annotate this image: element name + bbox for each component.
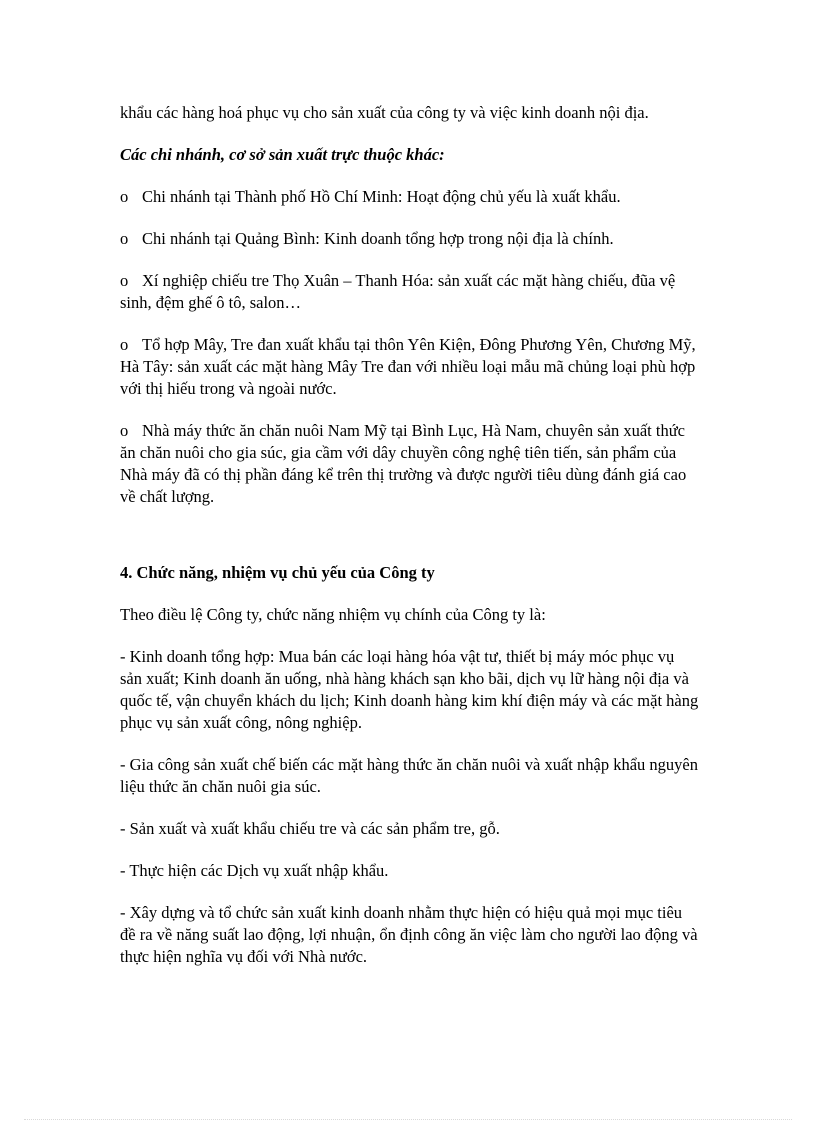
bullet-marker: o <box>120 187 129 206</box>
page-bottom-divider <box>24 1119 792 1120</box>
branch-item-text: Xí nghiệp chiếu tre Thọ Xuân – Thanh Hóa: sản xuất các mặt hàng chiếu, đũa vệ sinh, đệm ghế ô tô, salon… <box>120 271 676 312</box>
branch-item-text: Tổ hợp Mây, Tre đan xuất khẩu tại thôn Yên Kiện, Đông Phương Yên, Chương Mỹ, Hà Tây: sản xuất các mặt hàng Mây Tre đan với nhiều loại mẫu mã chủng loại phù hợp với thị hiếu trong và ngoài nước. <box>120 335 696 398</box>
section4-intro: Theo điều lệ Công ty, chức năng nhiệm vụ chính của Công ty là: <box>120 605 546 624</box>
intro-paragraph: khẩu các hàng hoá phục vụ cho sản xuất của công ty và việc kinh doanh nội địa. <box>120 103 649 122</box>
branch-item-text: Chi nhánh tại Thành phố Hồ Chí Minh: Hoạt động chủ yếu là xuất khẩu. <box>142 187 621 206</box>
section4-heading: 4. Chức năng, nhiệm vụ chủ yếu của Công ty <box>120 563 435 582</box>
function-item-organization: - Xây dựng và tổ chức sản xuất kinh doanh nhằm thực hiện có hiệu quả mọi mục tiêu đề ra về năng suất lao động, lợi nhuận, ổn định công ăn việc làm cho người lao động và thực hiện nghĩa vụ đối với Nhà nước. <box>120 903 698 966</box>
section-spacer <box>120 528 700 562</box>
function-item-trading: - Kinh doanh tổng hợp: Mua bán các loại hàng hóa vật tư, thiết bị máy móc phục vụ sản xuất; Kinh doanh ăn uống, nhà hàng khách sạn kho bãi, dịch vụ lữ hàng nội địa và quốc tế, vận chuyển khách du lịch; Kinh doanh hàng kim khí điện máy và các mặt hàng phục vụ sản xuất công, nông nghiệp. <box>120 647 699 732</box>
bullet-marker: o <box>120 421 129 440</box>
branch-item-tho-xuan <box>120 270 700 314</box>
branch-item-quang-binh <box>120 228 700 250</box>
bullet-marker: o <box>120 271 129 290</box>
function-item-bamboo: - Sản xuất và xuất khẩu chiếu tre và các sản phẩm tre, gỗ. <box>120 819 500 838</box>
branch-item-text: Chi nhánh tại Quảng Bình: Kinh doanh tổng hợp trong nội địa là chính. <box>142 229 614 248</box>
bullet-marker: o <box>120 229 129 248</box>
branch-item-hcm <box>120 186 700 208</box>
function-item-processing: - Gia công sản xuất chế biến các mặt hàng thức ăn chăn nuôi và xuất nhập khẩu nguyên liệu thức ăn chăn nuôi gia súc. <box>120 755 698 796</box>
branch-item-text: Nhà máy thức ăn chăn nuôi Nam Mỹ tại Bình Lục, Hà Nam, chuyên sản xuất thức ăn chăn nuôi cho gia súc, gia cầm với dây chuyền công nghệ tiên tiến, sản phẩm của Nhà máy đã có thị phần đáng kể trên thị trường và được người tiêu dùng đánh giá cao về chất lượng. <box>120 421 687 506</box>
branch-item-may-tre <box>120 334 700 400</box>
branch-item-nam-my <box>120 420 700 508</box>
bullet-marker: o <box>120 335 129 354</box>
branches-heading: Các chi nhánh, cơ sở sản xuất trực thuộc khác: <box>120 145 445 164</box>
function-item-import-export: - Thực hiện các Dịch vụ xuất nhập khẩu. <box>120 861 389 880</box>
document-body <box>120 102 700 988</box>
